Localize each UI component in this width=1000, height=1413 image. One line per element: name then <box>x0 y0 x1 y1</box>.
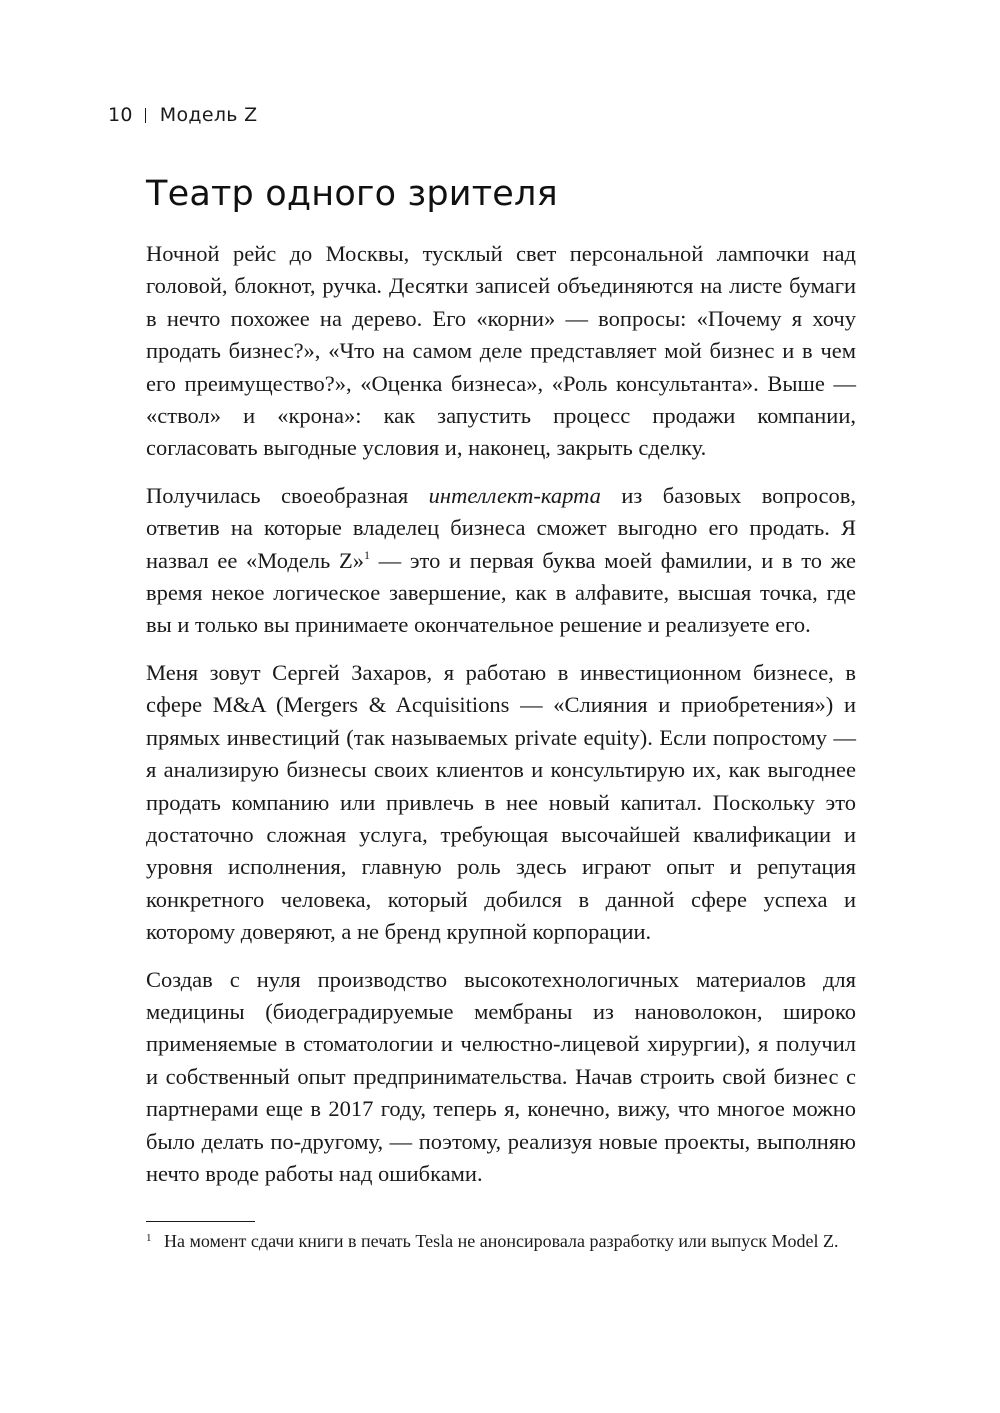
running-head <box>108 104 257 126</box>
mind-map-term: интеллект-карта <box>428 482 601 508</box>
footnote-divider <box>146 1221 255 1222</box>
footnote <box>146 1229 856 1253</box>
page-number: 10 <box>108 104 133 126</box>
book-title: Модель Z <box>159 104 258 126</box>
header-separator <box>145 108 146 123</box>
footnote-mark: 1 <box>146 1232 152 1244</box>
body-text <box>146 238 856 1205</box>
paragraph-2-start: Получилась своеобразная <box>146 482 429 508</box>
paragraph-2 <box>146 480 856 642</box>
footnote-text: На момент сдачи книги в печать Tesla не анонсировала разработку или выпуск Model Z. <box>164 1231 839 1251</box>
paragraph-1: Ночной рейс до Москвы, тусклый свет персональной лампочки над головой, блокнот, ручка. Десятки записей объединяются на листе бумаги в нечто похожее на дерево. Его «корни» — вопросы: «Почему я хочу продать бизнес?», «Что на самом деле представляет мой бизнес и в чем его преимущество?», «Оценка бизнеса», «Роль консультанта». Выше — «ствол» и «крона»: как запустить процесс продажи компании, согласовать выгодные условия и, наконец, закрыть сделку. <box>146 241 856 461</box>
paragraph-3: Меня зовут Сергей Захаров, я работаю в инвестиционном бизнесе, в сфере M&A (Mergers & Acquisitions — «Слияния и приобретения») и прямых инвестиций (так называемых private equity). Если попростому — я анализирую бизнесы своих клиентов и консультирую их, как выгоднее продать компанию или привлечь в нее новый капитал. Поскольку это достаточно сложная услуга, требующая высочайшей квалификации и уровня исполнения, главную роль здесь играют опыт и репутация конкретного человека, который добился в данной сфере успеха и которому доверяют, а не бренд крупной корпорации. <box>146 659 856 945</box>
footnote-reference[interactable]: 1 <box>363 547 370 562</box>
paragraph-4: Создав с нуля производство высокотехнологичных материалов для медицины (биодеградируемые мембраны из нановолокон, широко применяемые в стоматологии и челюстно-лицевой хирургии), я получил и собственный опыт предпринимательства. Начав строить свой бизнес с партнерами еще в 2017 году, теперь я, конечно, вижу, что многое можно было делать по-другому, — поэтому, реализуя новые проекты, выполняю нечто вроде работы над ошибками. <box>146 966 856 1186</box>
paragraph-2-middle: из базовых вопросов, ответив на которые владелец бизнеса сможет выгодно его продать. Я назвал ее «Модель Z» <box>146 482 857 573</box>
paragraph-2-end: — это и первая буква моей фамилии, и в то же время некое логическое завершение, как в алфавите, высшая точка, где вы и только вы принимаете окончательное решение и реализуете его. <box>146 547 856 638</box>
chapter-title: Театр одного зрителя <box>146 174 558 214</box>
